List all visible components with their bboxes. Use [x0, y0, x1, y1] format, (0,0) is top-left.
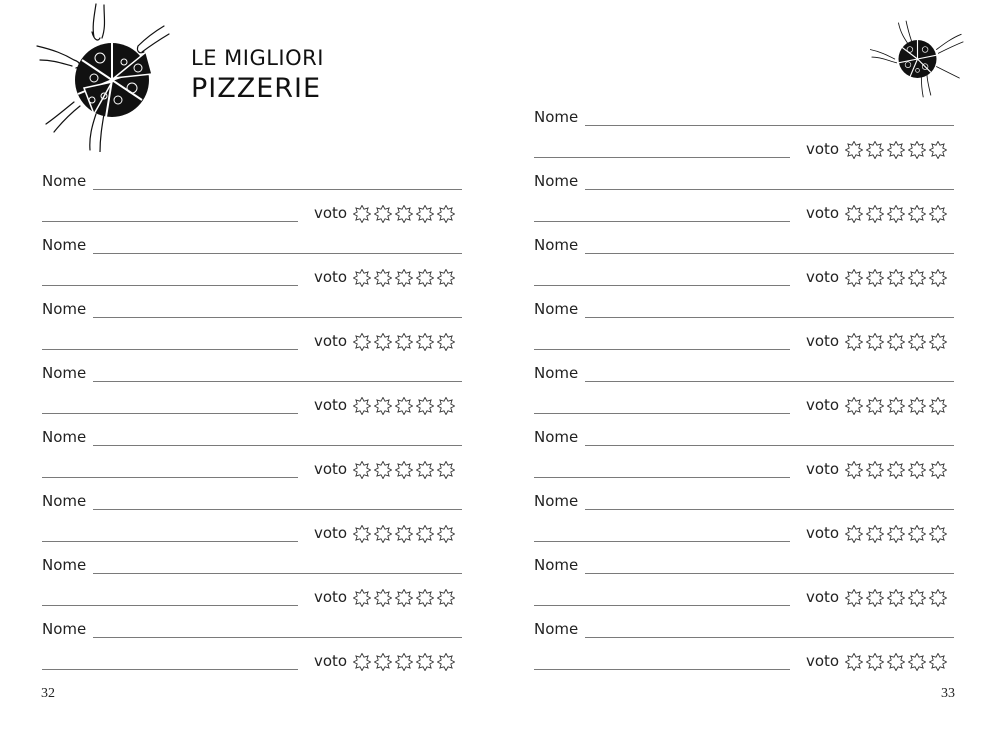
pizzeria-entry [42, 236, 462, 300]
eight-point-star-icon[interactable] [437, 269, 455, 287]
name-row [534, 364, 954, 386]
eight-point-star-icon[interactable] [908, 141, 926, 159]
eight-point-star-icon[interactable] [929, 589, 947, 607]
name-label: Nome [534, 492, 579, 510]
pizzeria-entry [534, 364, 954, 428]
page-title [191, 48, 324, 102]
rating-row [534, 267, 954, 289]
eight-point-star-icon[interactable] [353, 269, 371, 287]
rating-label: voto [806, 652, 840, 670]
name-label: Nome [42, 172, 87, 190]
eight-point-star-icon[interactable] [866, 589, 884, 607]
eight-point-star-icon[interactable] [887, 525, 905, 543]
pizzeria-entry [42, 300, 462, 364]
rating-label: voto [314, 524, 348, 542]
notes-write-line[interactable] [42, 349, 298, 350]
eight-point-star-icon[interactable] [374, 269, 392, 287]
name-write-line[interactable] [93, 253, 462, 254]
name-label: Nome [42, 236, 87, 254]
rating-label: voto [806, 140, 840, 158]
eight-point-star-icon[interactable] [887, 141, 905, 159]
eight-point-star-icon[interactable] [374, 397, 392, 415]
eight-point-star-icon[interactable] [929, 525, 947, 543]
name-label: Nome [42, 620, 87, 638]
notes-write-line[interactable] [42, 669, 298, 670]
rating-stars [845, 269, 947, 287]
pizza-hands-illustration [34, 2, 184, 152]
rating-row [534, 651, 954, 673]
eight-point-star-icon[interactable] [437, 525, 455, 543]
eight-point-star-icon[interactable] [374, 653, 392, 671]
eight-point-star-icon[interactable] [395, 269, 413, 287]
name-write-line[interactable] [585, 637, 954, 638]
name-write-line[interactable] [93, 637, 462, 638]
pizzeria-entry [534, 492, 954, 556]
title-line-1: LE MIGLIORI [191, 46, 324, 70]
rating-row [534, 587, 954, 609]
eight-point-star-icon[interactable] [395, 397, 413, 415]
rating-label: voto [314, 332, 348, 350]
rating-row [42, 267, 462, 289]
name-label: Nome [534, 108, 579, 126]
notes-write-line[interactable] [534, 477, 790, 478]
eight-point-star-icon[interactable] [887, 269, 905, 287]
name-label: Nome [42, 364, 87, 382]
eight-point-star-icon[interactable] [374, 333, 392, 351]
name-write-line[interactable] [585, 381, 954, 382]
rating-row [42, 395, 462, 417]
eight-point-star-icon[interactable] [887, 333, 905, 351]
rating-label: voto [806, 588, 840, 606]
name-write-line[interactable] [585, 573, 954, 574]
rating-label: voto [314, 204, 348, 222]
notes-write-line[interactable] [42, 285, 298, 286]
eight-point-star-icon[interactable] [416, 589, 434, 607]
eight-point-star-icon[interactable] [416, 205, 434, 223]
eight-point-star-icon[interactable] [929, 333, 947, 351]
eight-point-star-icon[interactable] [929, 141, 947, 159]
name-row [42, 236, 462, 258]
name-row [534, 236, 954, 258]
notes-write-line[interactable] [534, 605, 790, 606]
pizzeria-entry [42, 556, 462, 620]
rating-row [42, 203, 462, 225]
page-number: 32 [41, 686, 55, 701]
rating-row [534, 203, 954, 225]
name-write-line[interactable] [585, 189, 954, 190]
rating-stars [845, 589, 947, 607]
notes-write-line[interactable] [42, 477, 298, 478]
eight-point-star-icon[interactable] [866, 141, 884, 159]
name-label: Nome [534, 620, 579, 638]
eight-point-star-icon[interactable] [845, 205, 863, 223]
eight-point-star-icon[interactable] [845, 333, 863, 351]
rating-label: voto [806, 332, 840, 350]
eight-point-star-icon[interactable] [866, 269, 884, 287]
rating-label: voto [314, 588, 348, 606]
rating-label: voto [806, 524, 840, 542]
name-write-line[interactable] [585, 125, 954, 126]
name-write-line[interactable] [93, 189, 462, 190]
pizzeria-entry [534, 108, 954, 172]
name-row [534, 108, 954, 130]
notes-write-line[interactable] [534, 349, 790, 350]
eight-point-star-icon[interactable] [437, 589, 455, 607]
eight-point-star-icon[interactable] [887, 589, 905, 607]
name-row [42, 492, 462, 514]
rating-stars [845, 141, 947, 159]
name-write-line[interactable] [93, 381, 462, 382]
eight-point-star-icon[interactable] [845, 397, 863, 415]
name-row [534, 492, 954, 514]
name-label: Nome [42, 428, 87, 446]
name-write-line[interactable] [93, 509, 462, 510]
name-label: Nome [534, 364, 579, 382]
pizzeria-entry [534, 172, 954, 236]
eight-point-star-icon[interactable] [908, 525, 926, 543]
eight-point-star-icon[interactable] [353, 333, 371, 351]
eight-point-star-icon[interactable] [929, 461, 947, 479]
name-write-line[interactable] [93, 445, 462, 446]
eight-point-star-icon[interactable] [437, 461, 455, 479]
rating-row [42, 651, 462, 673]
name-row [42, 428, 462, 450]
rating-stars [353, 397, 455, 415]
eight-point-star-icon[interactable] [437, 653, 455, 671]
eight-point-star-icon[interactable] [374, 525, 392, 543]
notes-write-line[interactable] [42, 413, 298, 414]
notes-write-line[interactable] [42, 221, 298, 222]
eight-point-star-icon[interactable] [887, 397, 905, 415]
eight-point-star-icon[interactable] [866, 205, 884, 223]
eight-point-star-icon[interactable] [416, 333, 434, 351]
name-row [534, 428, 954, 450]
eight-point-star-icon[interactable] [845, 141, 863, 159]
rating-stars [845, 653, 947, 671]
rating-label: voto [806, 460, 840, 478]
name-row [534, 556, 954, 578]
rating-stars [845, 205, 947, 223]
eight-point-star-icon[interactable] [437, 397, 455, 415]
name-label: Nome [534, 236, 579, 254]
rating-row [534, 523, 954, 545]
rating-label: voto [314, 396, 348, 414]
rating-stars [845, 333, 947, 351]
pizzeria-entry [42, 492, 462, 556]
eight-point-star-icon[interactable] [395, 589, 413, 607]
name-label: Nome [42, 300, 87, 318]
name-row [534, 172, 954, 194]
eight-point-star-icon[interactable] [929, 205, 947, 223]
eight-point-star-icon[interactable] [374, 589, 392, 607]
notes-write-line[interactable] [534, 669, 790, 670]
eight-point-star-icon[interactable] [908, 269, 926, 287]
eight-point-star-icon[interactable] [845, 525, 863, 543]
name-row [534, 620, 954, 642]
name-label: Nome [42, 556, 87, 574]
pizzeria-entry [534, 428, 954, 492]
eight-point-star-icon[interactable] [416, 397, 434, 415]
rating-row [42, 331, 462, 353]
pizzeria-entry [42, 172, 462, 236]
eight-point-star-icon[interactable] [929, 397, 947, 415]
eight-point-star-icon[interactable] [395, 205, 413, 223]
pizzeria-entry [42, 364, 462, 428]
right-page [500, 0, 1000, 729]
name-label: Nome [42, 492, 87, 510]
rating-stars [353, 461, 455, 479]
eight-point-star-icon[interactable] [353, 589, 371, 607]
name-row [42, 300, 462, 322]
eight-point-star-icon[interactable] [908, 205, 926, 223]
name-write-line[interactable] [585, 445, 954, 446]
name-label: Nome [534, 428, 579, 446]
rating-stars [845, 397, 947, 415]
name-write-line[interactable] [585, 509, 954, 510]
rating-stars [353, 205, 455, 223]
name-row [42, 556, 462, 578]
eight-point-star-icon[interactable] [887, 461, 905, 479]
rating-stars [353, 653, 455, 671]
title-line-2: PIZZERIE [191, 73, 322, 104]
rating-label: voto [806, 204, 840, 222]
eight-point-star-icon[interactable] [374, 461, 392, 479]
eight-point-star-icon[interactable] [866, 461, 884, 479]
notes-write-line[interactable] [534, 541, 790, 542]
eight-point-star-icon[interactable] [845, 461, 863, 479]
eight-point-star-icon[interactable] [374, 205, 392, 223]
rating-stars [845, 461, 947, 479]
name-row [534, 300, 954, 322]
pizzeria-entry [42, 428, 462, 492]
eight-point-star-icon[interactable] [353, 525, 371, 543]
eight-point-star-icon[interactable] [416, 461, 434, 479]
eight-point-star-icon[interactable] [395, 653, 413, 671]
notes-write-line[interactable] [534, 157, 790, 158]
rating-label: voto [314, 460, 348, 478]
rating-row [534, 459, 954, 481]
eight-point-star-icon[interactable] [416, 269, 434, 287]
eight-point-star-icon[interactable] [353, 205, 371, 223]
eight-point-star-icon[interactable] [395, 525, 413, 543]
pizzeria-entry [534, 236, 954, 300]
eight-point-star-icon[interactable] [845, 589, 863, 607]
rating-stars [353, 269, 455, 287]
rating-row [534, 331, 954, 353]
eight-point-star-icon[interactable] [908, 653, 926, 671]
pizzeria-entry [534, 300, 954, 364]
notes-write-line[interactable] [42, 605, 298, 606]
pizzeria-entry [534, 556, 954, 620]
rating-stars [353, 589, 455, 607]
pizzeria-entry [42, 620, 462, 684]
eight-point-star-icon[interactable] [845, 269, 863, 287]
eight-point-star-icon[interactable] [395, 461, 413, 479]
name-write-line[interactable] [585, 317, 954, 318]
eight-point-star-icon[interactable] [908, 589, 926, 607]
notes-write-line[interactable] [534, 285, 790, 286]
eight-point-star-icon[interactable] [395, 333, 413, 351]
notes-write-line[interactable] [534, 413, 790, 414]
rating-row [534, 139, 954, 161]
eight-point-star-icon[interactable] [353, 461, 371, 479]
eight-point-star-icon[interactable] [845, 653, 863, 671]
eight-point-star-icon[interactable] [416, 653, 434, 671]
name-label: Nome [534, 300, 579, 318]
eight-point-star-icon[interactable] [866, 333, 884, 351]
eight-point-star-icon[interactable] [929, 653, 947, 671]
name-label: Nome [534, 556, 579, 574]
eight-point-star-icon[interactable] [908, 333, 926, 351]
pizza-hands-illustration-small [870, 20, 965, 98]
rating-row [42, 459, 462, 481]
rating-label: voto [806, 268, 840, 286]
eight-point-star-icon[interactable] [353, 397, 371, 415]
name-row [42, 172, 462, 194]
rating-label: voto [314, 652, 348, 670]
rating-label: voto [806, 396, 840, 414]
eight-point-star-icon[interactable] [437, 333, 455, 351]
name-row [42, 620, 462, 642]
rating-label: voto [314, 268, 348, 286]
name-write-line[interactable] [585, 253, 954, 254]
rating-row [534, 395, 954, 417]
pizzeria-entry [534, 620, 954, 684]
eight-point-star-icon[interactable] [437, 205, 455, 223]
eight-point-star-icon[interactable] [887, 205, 905, 223]
rating-stars [845, 525, 947, 543]
name-write-line[interactable] [93, 317, 462, 318]
name-write-line[interactable] [93, 573, 462, 574]
name-row [42, 364, 462, 386]
eight-point-star-icon[interactable] [866, 653, 884, 671]
notes-write-line[interactable] [42, 541, 298, 542]
eight-point-star-icon[interactable] [929, 269, 947, 287]
rating-stars [353, 525, 455, 543]
eight-point-star-icon[interactable] [908, 461, 926, 479]
eight-point-star-icon[interactable] [887, 653, 905, 671]
name-label: Nome [534, 172, 579, 190]
eight-point-star-icon[interactable] [866, 525, 884, 543]
eight-point-star-icon[interactable] [416, 525, 434, 543]
eight-point-star-icon[interactable] [353, 653, 371, 671]
rating-row [42, 523, 462, 545]
eight-point-star-icon[interactable] [866, 397, 884, 415]
rating-stars [353, 333, 455, 351]
eight-point-star-icon[interactable] [908, 397, 926, 415]
page-number: 33 [941, 686, 955, 701]
notes-write-line[interactable] [534, 221, 790, 222]
rating-row [42, 587, 462, 609]
